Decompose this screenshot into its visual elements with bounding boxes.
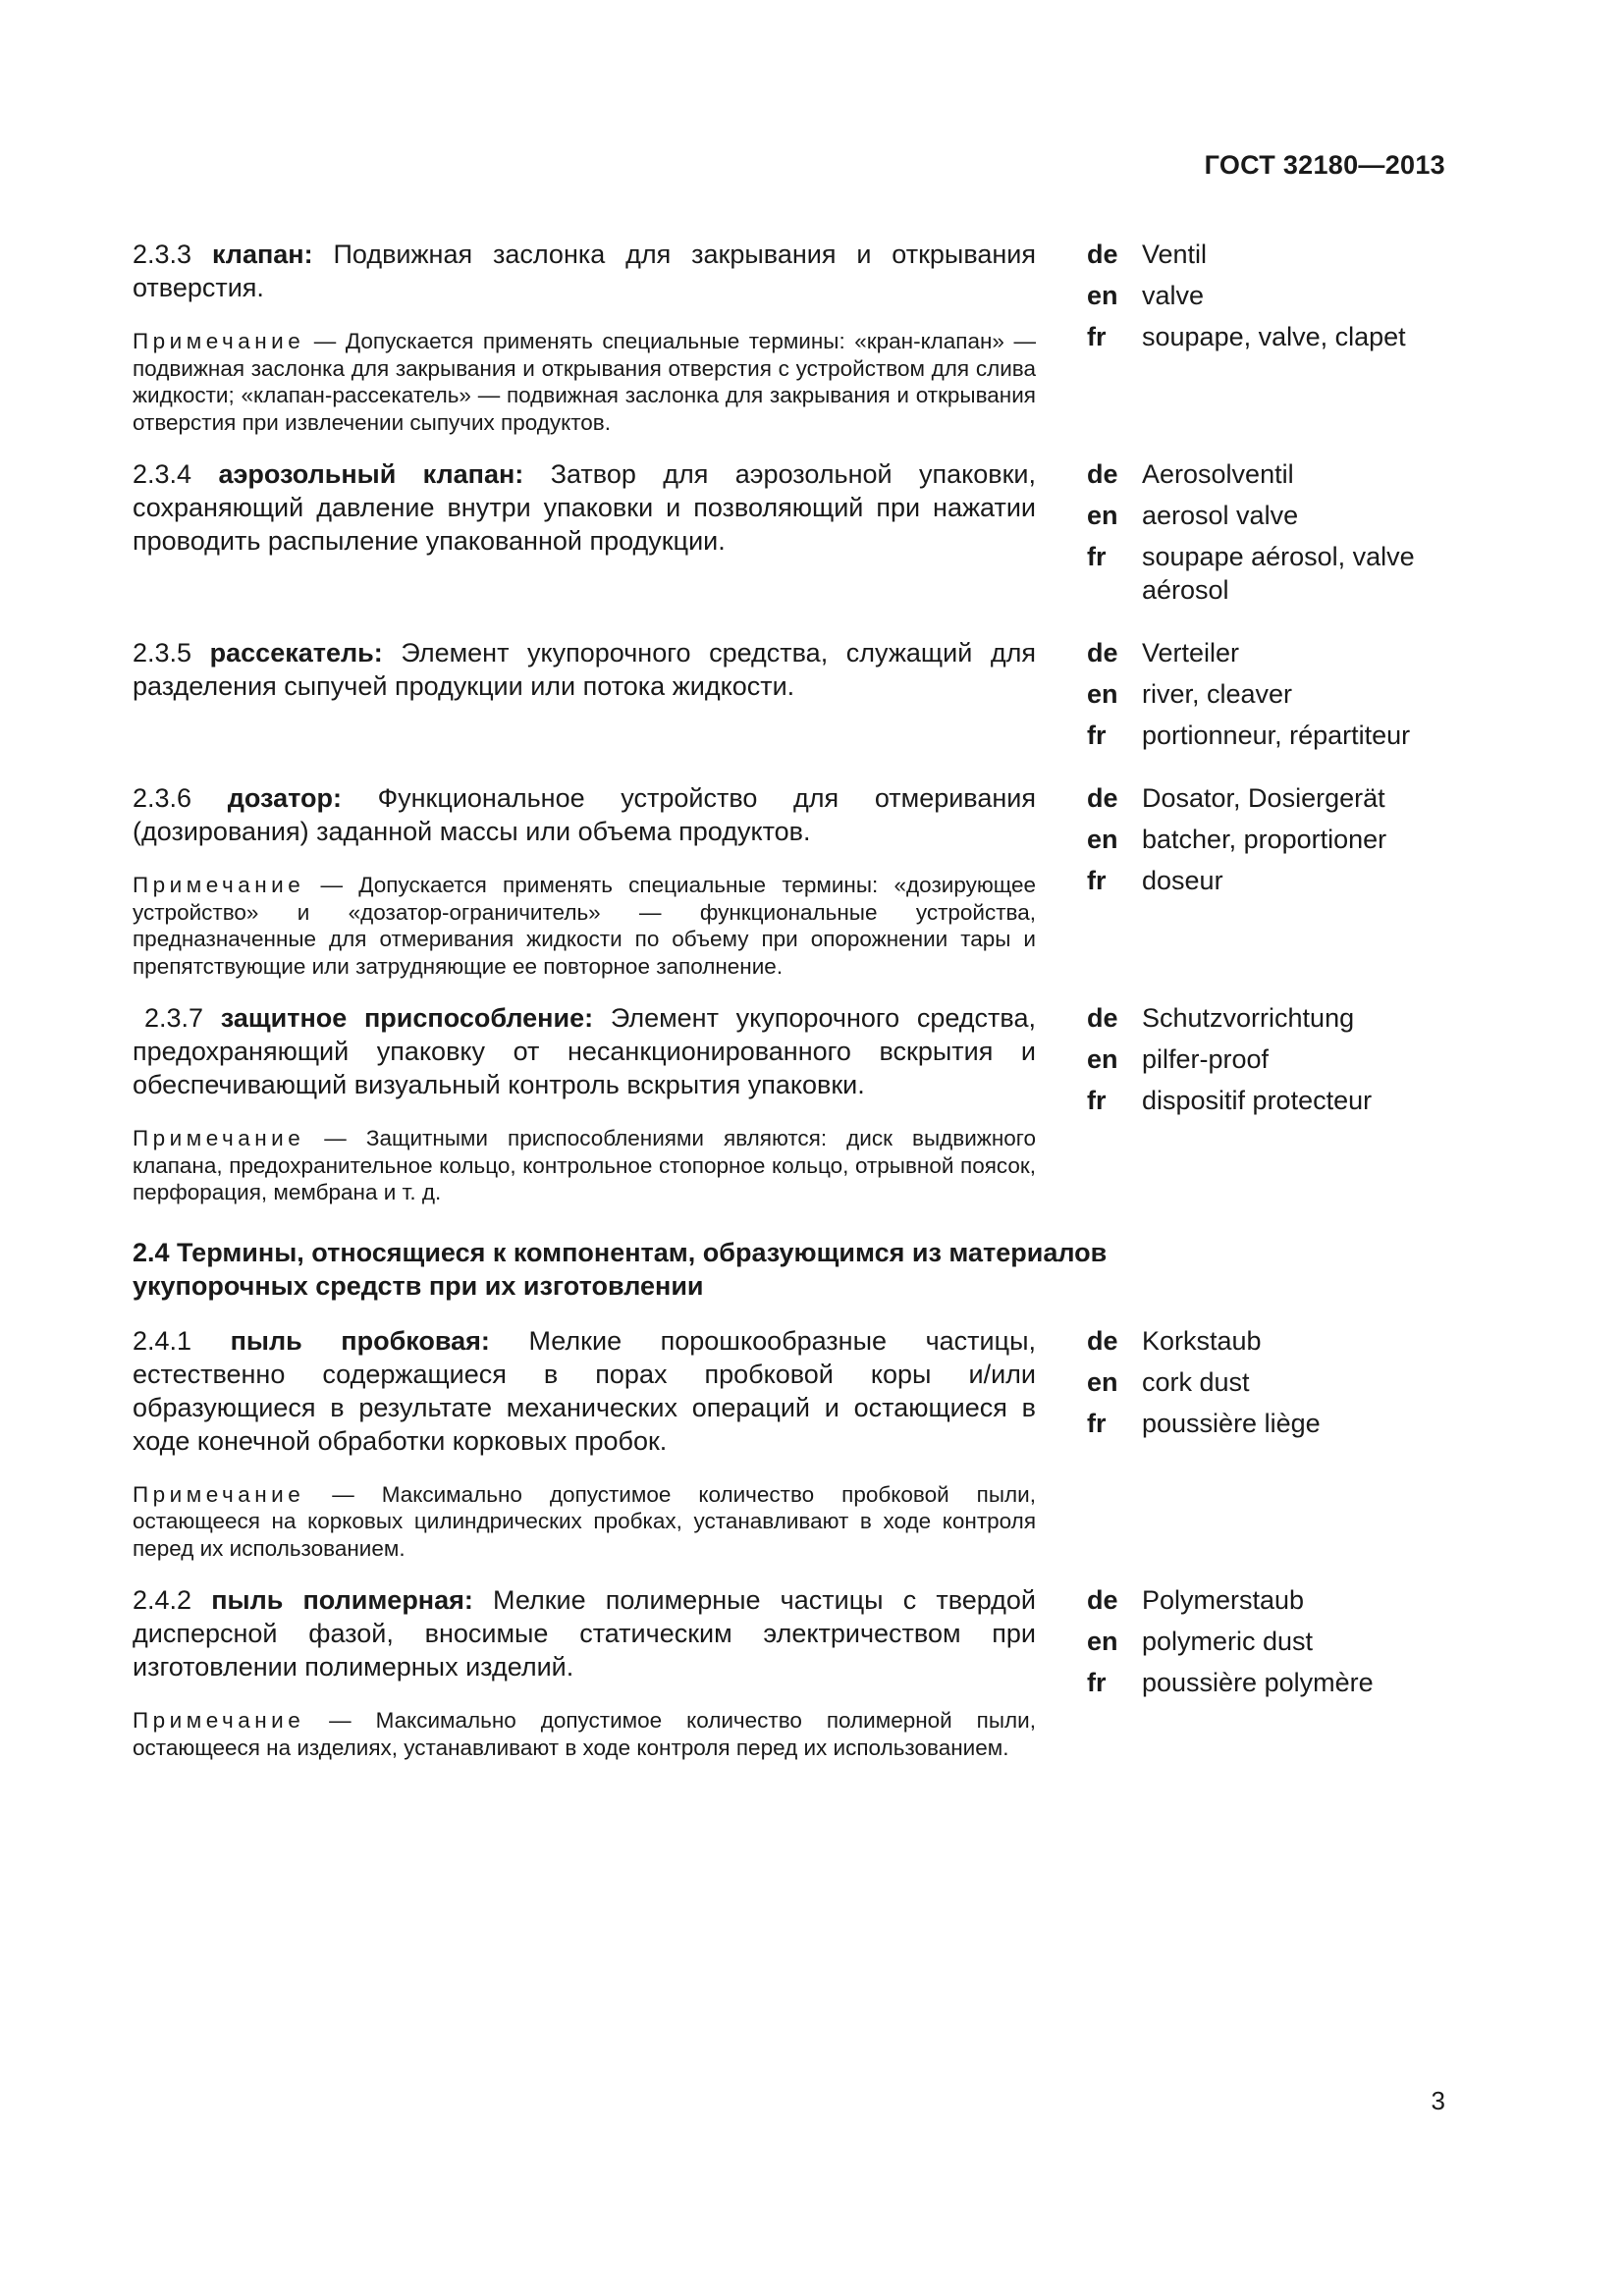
term-definition: Мелкие порошкообразные частицы, естественно содержащиеся в порах пробковой коры и/или образующиеся в результате механических операций и остающиеся в ходе конечной обработки корковых пробок. [133,1325,1036,1456]
equivalent-en [1087,279,1438,312]
entry-equivalents-column [1087,457,1438,614]
lang-code-de: de [1087,783,1118,813]
term-entry [133,636,1438,760]
equivalent-fr-text: doseur [1142,866,1223,895]
entry-equivalents-column [1087,636,1438,760]
lang-code-fr: fr [1087,1086,1107,1115]
section-heading: 2.4 Термины, относящиеся к компонентам, образующимся из материалов укупорочных средств при их изготовлении [133,1237,1108,1301]
equivalent-de-text: Schutzvorrichtung [1142,1003,1355,1033]
note-paragraph [133,1707,1036,1761]
entry-equivalents-column [1087,1001,1438,1206]
term-name: пыль пробковая: [230,1325,490,1356]
term-entry [133,1001,1438,1206]
equivalent-en-text: river, cleaver [1142,679,1293,709]
note-text: — Допускается применять специальные термины: «кран-клапан» — подвижная заслонка для закрывания и открывания отверстия с устройством для слива жидкости; «клапан-рассекатель» — подвижная заслонка для закрывания и открывания отверстия при извлечении сыпучих продуктов. [133,329,1036,435]
equivalent-en [1087,1625,1438,1658]
equivalent-fr [1087,540,1438,607]
lang-code-fr: fr [1087,322,1107,351]
note-paragraph [133,1481,1036,1563]
term-number: 2.3.3 [133,240,192,269]
equivalent-fr-text: soupape, valve, clapet [1142,322,1406,351]
equivalent-de-text: Aerosolventil [1142,459,1294,489]
term-number: 2.3.7 [144,1003,204,1033]
lang-code-en: en [1087,501,1118,530]
equivalent-en-text: aerosol valve [1142,501,1299,530]
equivalent-de [1087,1583,1438,1617]
equivalent-de [1087,238,1438,271]
equivalent-en-text: valve [1142,281,1205,310]
term-entry [133,1324,1438,1563]
equivalent-fr-text: dispositif protecteur [1142,1086,1373,1115]
equivalent-de [1087,1324,1438,1358]
equivalent-fr [1087,320,1438,353]
equivalent-en-text: batcher, proportioner [1142,825,1387,854]
equivalent-fr [1087,1666,1438,1699]
note-paragraph [133,328,1036,436]
definition-paragraph [133,1001,1036,1101]
lang-code-fr: fr [1087,542,1107,571]
lang-code-en: en [1087,1366,1118,1397]
term-name: рассекатель: [209,638,383,667]
term-number: 2.3.4 [133,459,192,489]
equivalent-en [1087,677,1438,711]
term-entry [133,1583,1438,1761]
note-label: Примечание [133,1126,305,1150]
equivalent-de-text: Polymerstaub [1142,1585,1305,1615]
note-label: Примечание [133,329,305,353]
entry-definition-column [133,1001,1036,1206]
equivalent-de-text: Ventil [1142,240,1208,269]
term-definition: Элемент укупорочного средства, предохраняющий упаковку от несанкционированного вскрытия и обеспечивающий визуальный контроль вскрытия упаковки. [133,1003,1036,1099]
definition-paragraph [133,457,1036,558]
note-paragraph [133,872,1036,980]
lang-code-en: en [1087,281,1118,310]
lang-code-en: en [1087,1044,1118,1074]
entry-definition-column [133,457,1036,614]
lang-code-fr: fr [1087,1668,1107,1697]
term-entry [133,238,1438,436]
lang-code-de: de [1087,638,1118,667]
lang-code-en: en [1087,1627,1118,1656]
equivalent-fr-text: poussière polymère [1142,1668,1374,1697]
note-text: — Допускается применять специальные термины: «дозирующее устройство» и «дозатор-ограничитель» — функциональные устройства, предназначенные для отмеривания жидкости по объему при опорожнении тары и препятствующие или затрудняющие ее повторное заполнение. [133,873,1036,979]
entry-equivalents-column [1087,1324,1438,1563]
entry-definition-column [133,1324,1036,1563]
equivalent-de [1087,1001,1438,1035]
note-label: Примечание [133,1481,305,1507]
term-definition: Функциональное устройство для отмеривания (дозирования) заданной массы или объема продуктов. [133,783,1036,846]
equivalent-de-text: Korkstaub [1142,1325,1262,1356]
lang-code-fr: fr [1087,866,1107,895]
definition-paragraph [133,636,1036,703]
equivalent-en-text: cork dust [1142,1366,1250,1397]
equivalent-de [1087,781,1438,815]
lang-code-fr: fr [1087,721,1107,750]
term-number: 2.4.2 [133,1585,192,1615]
lang-code-en: en [1087,679,1118,709]
entry-definition-column [133,781,1036,980]
equivalent-en [1087,1042,1438,1076]
equivalent-de [1087,457,1438,491]
term-definition: Мелкие полимерные частицы с твердой дисперсной фазой, вносимые статическим электричеством при изготовлении полимерных изделий. [133,1585,1036,1682]
entry-equivalents-column [1087,1583,1438,1761]
page-number: 3 [1431,2086,1445,2115]
definition-paragraph [133,1324,1036,1458]
term-number: 2.3.5 [133,638,192,667]
term-number: 2.3.6 [133,783,192,813]
term-number: 2.4.1 [133,1325,192,1356]
equivalent-en-text: pilfer-proof [1142,1044,1270,1074]
equivalent-de-text: Dosator, Dosiergerät [1142,783,1385,813]
lang-code-fr: fr [1087,1408,1107,1438]
equivalent-en [1087,823,1438,856]
equivalent-en [1087,499,1438,532]
equivalent-en-text: polymeric dust [1142,1627,1314,1656]
term-entry [133,457,1438,614]
entry-definition-column [133,1583,1036,1761]
entry-definition-column [133,238,1036,436]
document-header: ГОСТ 32180—2013 [1204,150,1445,180]
term-name: защитное приспособление: [220,1003,594,1033]
note-label: Примечание [133,873,305,897]
entry-definition-column [133,636,1036,760]
term-entry [133,781,1438,980]
note-text: — Защитными приспособлениями являются: диск выдвижного клапана, предохранительное кольцо, контрольное стопорное кольцо, отрывной поясок, перфорация, мембрана и т. д. [133,1126,1036,1204]
lang-code-de: de [1087,240,1118,269]
entry-equivalents-column [1087,238,1438,436]
term-name: клапан: [211,240,313,269]
equivalent-fr-text: poussière liège [1142,1408,1321,1438]
term-definition: Элемент укупорочного средства, служащий для разделения сыпучей продукции или потока жидкости. [133,638,1036,701]
lang-code-en: en [1087,825,1118,854]
lang-code-de: de [1087,459,1118,489]
note-text: — Максимально допустимое количество пробковой пыли, остающееся на корковых цилиндрических пробках, устанавливают в ходе контроля перед их использованием. [133,1481,1036,1561]
equivalent-fr [1087,1407,1438,1440]
definition-paragraph [133,1583,1036,1683]
term-name: аэрозольный клапан: [218,459,524,489]
equivalent-de-text: Verteiler [1142,638,1240,667]
equivalent-fr [1087,719,1438,752]
lang-code-de: de [1087,1585,1118,1615]
note-label: Примечание [133,1708,305,1733]
definition-paragraph [133,238,1036,304]
term-definition: Затвор для аэрозольной упаковки, сохраняющий давление внутри упаковки и позволяющий при нажатии проводить распыление упакованной продукции. [133,459,1036,556]
lang-code-de: de [1087,1003,1118,1033]
equivalent-de [1087,636,1438,669]
equivalent-fr [1087,1084,1438,1117]
term-name: пыль полимерная: [211,1585,473,1615]
equivalent-fr-text: portionneur, répartiteur [1142,721,1411,750]
lang-code-de: de [1087,1325,1118,1356]
page-body [133,238,1438,1761]
entry-equivalents-column [1087,781,1438,980]
equivalent-fr [1087,864,1438,897]
term-name: дозатор: [227,783,342,813]
note-paragraph [133,1125,1036,1206]
term-definition: Подвижная заслонка для закрывания и открывания отверстия. [133,240,1036,302]
equivalent-en [1087,1365,1438,1399]
definition-paragraph [133,781,1036,848]
note-text: — Максимально допустимое количество полимерной пыли, остающееся на изделиях, устанавливают в ходе контроля перед их использованием. [133,1708,1036,1760]
equivalent-fr-text: soupape aérosol, valve aérosol [1142,542,1415,605]
